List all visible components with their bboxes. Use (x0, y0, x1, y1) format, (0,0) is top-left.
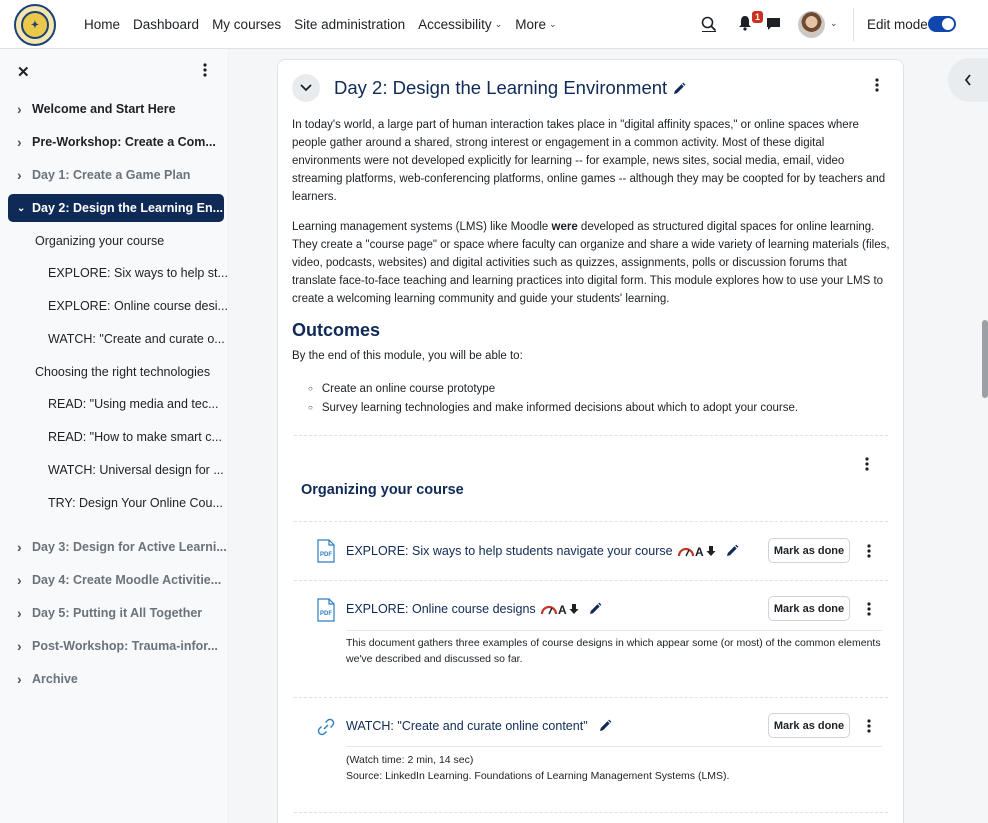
activity-description: Source: LinkedIn Learning. Foundations of Learning Management Systems (LMS). (346, 770, 730, 782)
section-title (334, 77, 686, 99)
list-item: ○ Create an online course prototype (308, 380, 798, 399)
sidebar-item-label: Day 3: Design for Active Learni... (32, 540, 227, 554)
open-block-drawer-button[interactable] (948, 58, 988, 102)
logo-seal-icon: ✦ (21, 11, 49, 39)
navbar-divider (853, 8, 854, 41)
chevron-right-icon[interactable]: › (17, 134, 22, 150)
sidebar-item-label: Day 5: Putting it All Together (32, 606, 203, 620)
kebab-menu-icon[interactable] (875, 78, 879, 92)
chevron-down-icon[interactable]: ⌄ (830, 18, 838, 28)
sidebar-item-label: Post-Workshop: Trauma-infor... (32, 639, 218, 653)
activity-name: WATCH: "Create and curate online content" (346, 719, 588, 733)
sidebar-item-section[interactable] (0, 533, 227, 561)
sidebar-subitem[interactable] (0, 292, 228, 320)
course-section-card (277, 59, 904, 823)
sidebar-subitem[interactable] (0, 358, 210, 386)
activity-link[interactable] (346, 719, 612, 733)
mark-as-done-button[interactable]: Mark as done (768, 713, 850, 738)
chevron-right-icon[interactable]: › (17, 671, 22, 687)
search-icon[interactable] (701, 16, 717, 32)
svg-text:A: A (557, 603, 567, 616)
course-index-drawer (0, 49, 229, 823)
pdf-icon (316, 539, 336, 563)
edit-mode-toggle[interactable] (928, 16, 956, 32)
kebab-menu-icon[interactable] (865, 457, 869, 471)
nav-more[interactable] (515, 17, 556, 32)
nav-my-courses[interactable] (212, 17, 281, 32)
chevron-down-icon[interactable]: ⌄ (17, 202, 26, 214)
sidebar-item-section[interactable] (0, 95, 176, 123)
chevron-right-icon[interactable]: › (17, 638, 22, 654)
outcomes-list (308, 380, 798, 418)
chevron-right-icon[interactable]: › (17, 572, 22, 588)
sidebar-subitem[interactable] (0, 227, 164, 255)
kebab-menu-icon[interactable] (867, 544, 871, 558)
nav-my-courses-label: My courses (212, 17, 282, 32)
messages-icon[interactable] (766, 17, 781, 31)
nav-accessibility-label: Accessibility (418, 17, 492, 32)
section-title-text: Day 2: Design the Learning Environment (334, 77, 668, 98)
chevron-right-icon[interactable]: › (17, 539, 22, 555)
sidebar-item-label: TRY: Design Your Online Cou... (48, 496, 223, 510)
nav-dashboard-label: Dashboard (133, 17, 200, 32)
sidebar-item-section[interactable] (0, 161, 190, 189)
chevron-down-icon (299, 83, 313, 93)
bell-icon[interactable] (738, 15, 752, 31)
divider (294, 697, 888, 698)
scrollbar-thumb[interactable] (982, 320, 988, 398)
activity-link[interactable] (346, 602, 602, 616)
sidebar-item-label: Pre-Workshop: Create a Com... (32, 135, 216, 149)
sidebar-item-section[interactable] (0, 128, 216, 156)
edit-mode-label: Edit mode (867, 17, 928, 32)
activity-name: EXPLORE: Six ways to help students navigate your course (346, 544, 673, 558)
chevron-right-icon[interactable]: › (17, 605, 22, 621)
collapse-section-button[interactable] (292, 74, 320, 102)
mark-as-done-button[interactable]: Mark as done (768, 596, 850, 621)
divider (294, 580, 888, 581)
svg-text:A: A (694, 545, 704, 558)
sidebar-subitem[interactable] (0, 489, 223, 517)
notification-count-badge: 1 (752, 11, 763, 23)
outcomes-intro: By the end of this module, you will be able to: (292, 350, 523, 362)
sidebar-item-label: EXPLORE: Six ways to help st... (48, 266, 228, 280)
divider (346, 746, 882, 747)
mark-as-done-button[interactable]: Mark as done (768, 538, 850, 563)
sidebar-subitem[interactable] (0, 390, 218, 418)
sidebar-subitem[interactable] (0, 423, 222, 451)
accessibility-score-icon[interactable] (540, 603, 558, 615)
link-icon (316, 717, 336, 737)
sidebar-item-label: Day 4: Create Moodle Activitie... (32, 573, 222, 587)
kebab-menu-icon[interactable] (867, 719, 871, 733)
sidebar-item-active-section[interactable] (8, 194, 224, 222)
nav-site-admin-label: Site administration (294, 17, 406, 32)
nav-dashboard[interactable] (133, 17, 199, 32)
chevron-left-icon (963, 73, 973, 87)
nav-more-label: More (515, 17, 546, 32)
sidebar-item-section[interactable] (0, 566, 221, 594)
divider (346, 630, 882, 631)
sidebar-item-label: Archive (32, 672, 78, 686)
pencil-icon[interactable] (598, 719, 612, 733)
alternative-formats-icon[interactable] (695, 544, 717, 558)
outcomes-heading: Outcomes (292, 320, 381, 340)
sidebar-item-label: Choosing the right technologies (35, 365, 211, 379)
divider (294, 812, 888, 813)
chevron-right-icon[interactable]: › (17, 167, 22, 183)
divider (294, 521, 888, 522)
primary-navigation (84, 0, 570, 49)
sidebar-item-label: WATCH: "Create and curate o... (48, 332, 225, 346)
section-summary-paragraph: In today's world, a large part of human interaction takes place in "digital affinity spaces," or online spaces where people gather around a shared, strong interest or engagement in a common activity. Most of these digital environments were not developed explicitly for learning -- for example, news sites, social media, email, video streaming platforms, web-conferencing platforms, online games -- although they may be coopted for by teachers and learners. (292, 119, 886, 203)
sidebar-item-label: EXPLORE: Online course desi... (48, 299, 228, 313)
nav-accessibility[interactable] (418, 17, 502, 32)
pencil-icon[interactable] (725, 544, 739, 558)
para-text: Learning management systems (LMS) like Moodle (292, 221, 552, 233)
sidebar-subitem[interactable] (0, 325, 225, 353)
sidebar-item-label: WATCH: Universal design for ... (48, 463, 224, 477)
sidebar-item-section[interactable] (0, 599, 202, 627)
activity-description: This document gathers three examples of course designs in which appear some (or most) of the common elements we've described and discussed so far. (346, 637, 881, 665)
kebab-menu-icon[interactable] (203, 63, 207, 77)
sidebar-item-label: READ: "How to make smart c... (48, 430, 222, 444)
site-logo[interactable] (14, 4, 56, 46)
sidebar-item-label: READ: "Using media and tec... (48, 397, 219, 411)
sidebar-item-label: Day 2: Design the Learning En... (32, 201, 224, 215)
sidebar-subitem[interactable] (0, 456, 224, 484)
sidebar-item-label: Day 1: Create a Game Plan (32, 168, 191, 182)
activity-link[interactable] (346, 544, 739, 558)
pencil-icon[interactable] (588, 602, 602, 616)
sidebar-item-section[interactable] (0, 632, 218, 660)
sidebar-subitem[interactable] (0, 259, 228, 287)
chevron-right-icon[interactable]: › (17, 101, 22, 117)
para-text: developed as structured digital spaces for online learning. They create a "course page" or space where faculty can organize and share a wide variety of learning materials (files, video, podcasts, websites) and digital activities such as quizzes, assignments, polls or discussion forums that translate face-to-face teaching and learning practices into digital form. This module explores how to use your LMS to create a welcoming learning community and guide your students' learning. (292, 221, 890, 305)
pdf-icon (316, 598, 336, 622)
activity-description: (Watch time: 2 min, 14 sec) (346, 754, 474, 766)
nav-home[interactable] (84, 17, 120, 32)
nav-site-administration[interactable] (294, 17, 405, 32)
nav-home-label: Home (84, 17, 121, 32)
section-summary-paragraph (292, 218, 890, 308)
pencil-icon[interactable] (672, 82, 686, 96)
kebab-menu-icon[interactable] (867, 602, 871, 616)
chevron-down-icon: ⌄ (494, 19, 503, 29)
user-avatar[interactable] (798, 11, 825, 38)
chevron-down-icon: ⌄ (549, 19, 557, 29)
activity-name: EXPLORE: Online course designs (346, 602, 536, 616)
divider (294, 435, 888, 436)
top-navbar (0, 0, 988, 49)
subsection-title: Organizing your course (301, 482, 464, 498)
list-item: ○ Survey learning technologies and make informed decisions about which to adopt your course. (308, 399, 798, 418)
close-icon[interactable]: ✕ (17, 64, 30, 81)
svg-text:PDF: PDF (320, 552, 332, 558)
sidebar-item-label: Organizing your course (35, 234, 165, 248)
alternative-formats-icon[interactable] (558, 602, 580, 616)
svg-text:PDF: PDF (320, 611, 332, 617)
sidebar-item-section[interactable] (0, 665, 78, 693)
accessibility-score-icon[interactable] (677, 545, 695, 557)
para-emphasis: were (551, 221, 578, 233)
sidebar-item-label: Welcome and Start Here (32, 102, 176, 116)
